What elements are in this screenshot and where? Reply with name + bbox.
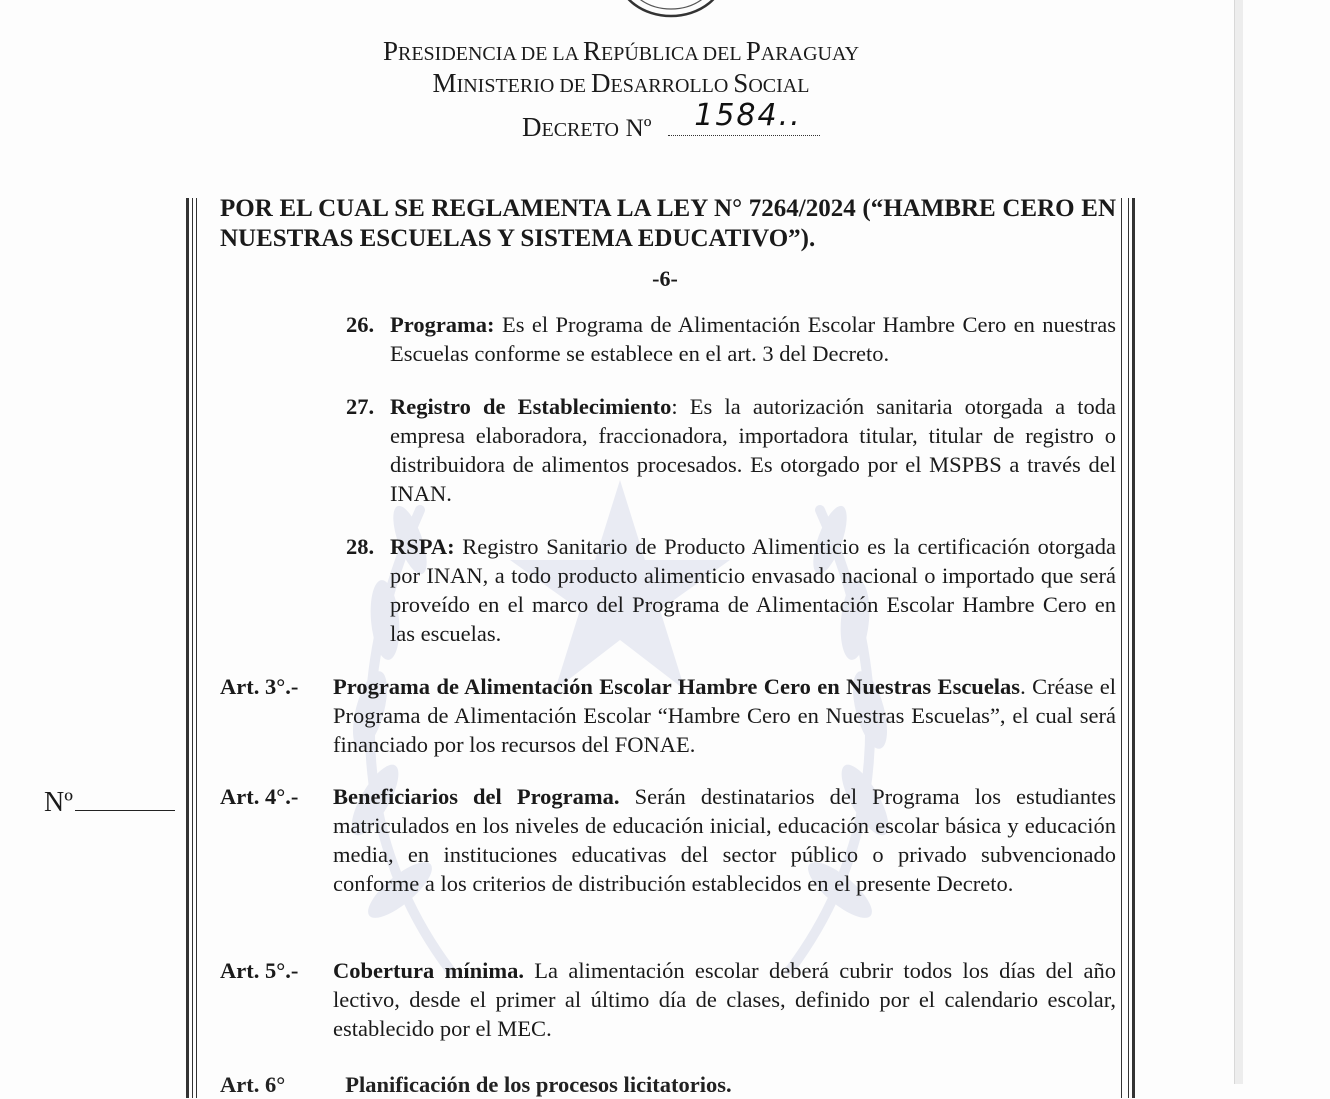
page-frame-left-inner	[196, 198, 197, 1098]
decreto-number-field	[668, 98, 820, 136]
definition-item: 28. RSPA: Registro Sanitario de Producto Alimenticio es la certificación otorgada por INAN, a todo producto alimenticio envasado nacional o importado que será proveído en el marco del Programa de Alimentación Escolar Hambre Cero en las escuelas.	[346, 534, 1116, 646]
definition-item: 27. Registro de Establecimiento: Es la autorización sanitaria otorgada a toda empresa elaboradora, fraccionadora, importadora titular, titular de registro o distribuidora de alimentos procesados. Es otorgado por el MSPBS a través del INAN.	[346, 394, 1116, 506]
header-presidencia: PRESIDENCIA DE LA REPÚBLICA DEL PARAGUAY	[382, 36, 860, 66]
decree-title: POR EL CUAL SE REGLAMENTA LA LEY N° 7264/2024 (“HAMBRE CERO EN NUESTRAS ESCUELAS Y SISTEMA EDUCATIVO”).	[220, 195, 1116, 252]
national-seal-icon	[612, 0, 730, 18]
page-frame-left	[186, 198, 193, 1098]
article-5: Art. 5°.- Cobertura mínima. La alimentación escolar deberá cubrir todos los días del año lectivo, desde el primer al último día de clases, definido por el calendario escolar, establecido por el MEC.	[220, 958, 1116, 1041]
article-4: Art. 4°.- Beneficiarios del Programa. Serán destinatarios del Programa los estudiantes matriculados en los niveles de educación inicial, educación escolar básica y educación media, en instituciones educativas del sector público o privado subvencionado conforme a los criterios de distribución establecidos en el presente Decreto.	[220, 784, 1116, 896]
decreto-number-line: DECRETO Nº 1584..	[522, 112, 820, 143]
margin-number-field: Nº	[44, 786, 175, 819]
page-edge	[1234, 0, 1243, 1084]
article-6-cut-line: Art. 6° Planificación de los procesos licitatorios.	[220, 1072, 732, 1097]
page-frame-right	[1128, 198, 1135, 1098]
definition-item: 26. Programa: Es el Programa de Alimentación Escolar Hambre Cero en nuestras Escuelas conforme se establece en el art. 3 del Decreto.	[346, 312, 1116, 366]
handwritten-decree-number: 1584..	[694, 98, 802, 133]
page-number: -6-	[652, 266, 678, 291]
article-3: Art. 3°.- Programa de Alimentación Escolar Hambre Cero en Nuestras Escuelas. Créase el Programa de Alimentación Escolar “Hambre Cero en Nuestras Escuelas”, el cual será financiado por los recursos del FONAE.	[220, 674, 1116, 757]
header-ministerio: MINISTERIO DE DESARROLLO SOCIAL	[432, 68, 810, 98]
page-frame-right-inner	[1121, 198, 1122, 1098]
